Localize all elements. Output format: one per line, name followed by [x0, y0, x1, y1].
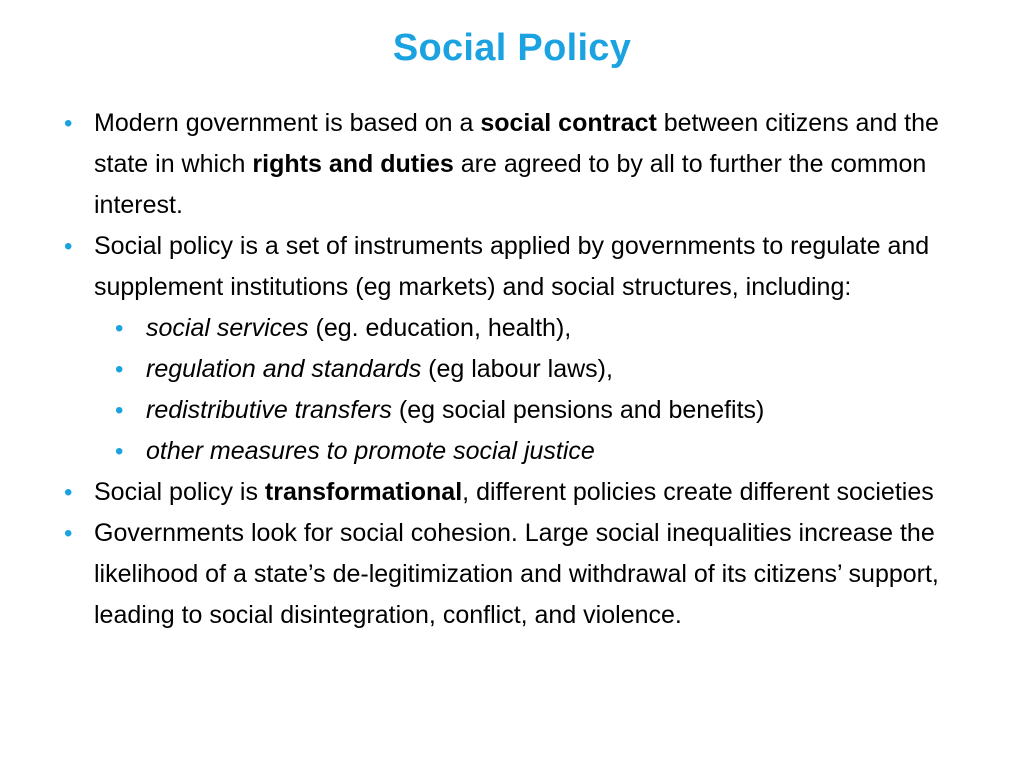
italic-term: regulation and standards	[146, 355, 422, 383]
sub-bullet-icon: •	[115, 356, 124, 383]
bullet-text: Social policy is a set of instruments applied by governments to regulate and supplement institutions (eg markets) and social structures, including:	[94, 232, 930, 301]
sub-bullet-item	[64, 390, 994, 431]
bullet-text: are agreed to by all to further the common interest.	[94, 150, 927, 219]
sub-bullet-item	[64, 349, 994, 390]
bullet-item-instruments	[64, 226, 994, 308]
bold-term: transformational	[264, 478, 463, 506]
sub-bullet-icon: •	[115, 315, 124, 342]
italic-term: redistributive transfers	[146, 396, 392, 424]
bullet-list	[64, 103, 994, 636]
bullet-icon: •	[64, 233, 73, 260]
bullet-text: , different policies create different societies	[462, 478, 934, 506]
bullet-icon: •	[64, 479, 73, 506]
bullet-text: Social policy is	[94, 478, 265, 506]
sub-bullet-text: (eg. education, health),	[308, 314, 572, 342]
slide-title: Social Policy	[392, 27, 632, 69]
italic-term: social services	[146, 314, 309, 342]
sub-bullet-icon: •	[115, 397, 124, 424]
bold-term: social contract	[480, 109, 657, 137]
bullet-item-social-cohesion	[64, 513, 994, 636]
bullet-icon: •	[64, 110, 73, 137]
bullet-item-transformational	[64, 472, 994, 513]
sub-bullet-text: (eg labour laws),	[421, 355, 613, 383]
bullet-item-social-contract	[64, 103, 994, 226]
bullet-text: between citizens and the state in which	[94, 109, 939, 178]
sub-bullet-item	[64, 308, 994, 349]
bullet-text: Governments look for social cohesion. Large social inequalities increase the likelihood of a state’s de-legitimization and withdrawal of its citizens’ support, leading to social disintegration, conflict, and violence.	[94, 519, 939, 629]
bold-term: rights and duties	[252, 150, 454, 178]
bullet-text: Modern government is based on a	[94, 109, 481, 137]
bullet-icon: •	[64, 520, 73, 547]
sub-bullet-icon: •	[115, 438, 124, 465]
sub-bullet-text: (eg social pensions and benefits)	[391, 396, 765, 424]
italic-term: other measures to promote social justice	[146, 437, 595, 465]
sub-bullet-item	[64, 431, 994, 472]
